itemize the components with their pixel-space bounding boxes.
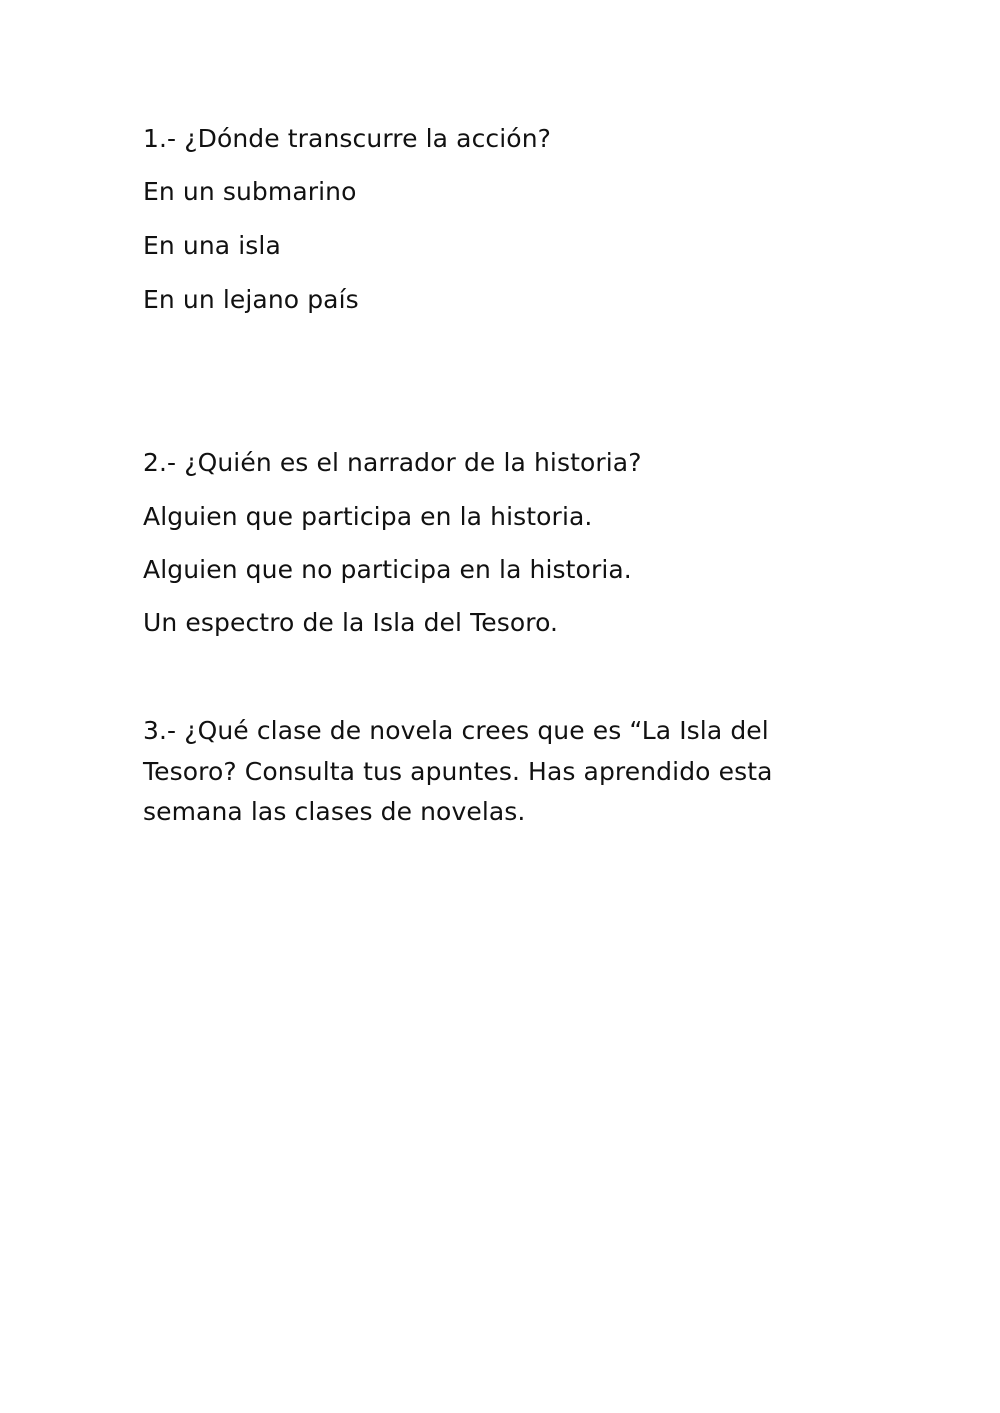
question-2-option-2[interactable]: Alguien que no participa en la historia. [143, 555, 632, 584]
question-2-option-3[interactable]: Un espectro de la Isla del Tesoro. [143, 608, 559, 637]
question-1-option-1[interactable]: En un submarino [143, 177, 357, 206]
question-2: 2.- ¿Quién es el narrador de la historia? [143, 448, 642, 477]
question-2-option-1[interactable]: Alguien que participa en la historia. [143, 502, 593, 531]
question-3 [143, 711, 783, 833]
question-3-line-2: Tesoro? Consulta tus apuntes. Has aprendido esta [143, 756, 773, 786]
question-1-option-3[interactable]: En un lejano país [143, 285, 359, 314]
question-3-line-3: semana las clases de novelas. [143, 797, 526, 826]
question-1-option-2[interactable]: En una isla [143, 231, 281, 260]
question-1: 1.- ¿Dónde transcurre la acción? [143, 124, 552, 153]
question-3-line-1: 3.- ¿Qué clase de novela crees que es “La Isla del [143, 716, 769, 745]
